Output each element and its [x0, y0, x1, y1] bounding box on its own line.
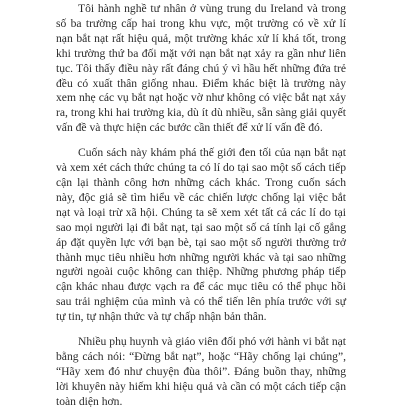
paragraph-3: Nhiều phụ huynh và giáo viên đối phó với hành vi bắt nạt bằng cách nói: “Đừng bắt nạt”, hoặc “Hãy chống lại chúng”, “Hãy xem đó như chuyện đùa thôi”. Đáng buồn thay, những lời khuyên này hiếm khi hiệu quả và cần có một cách tiếp cận toàn diện hơn.: [56, 335, 346, 408]
paragraph-2: Cuốn sách này khám phá thế giới đen tối của nạn bắt nạt và xem xét cách thức chúng ta có lí do tại sao một số cách tiếp cận lại thành công hơn những cách khác. Trong cuốn sách này, độc giả sẽ tìm hiểu về các chiến lược chống lại việc bắt nạt và loại trừ xã hội. Chúng ta sẽ xem xét tất cả các lí do tại sao mọi người lại đi bắt nạt, tại sao một số cá tính lại cố gắng áp đặt quyền lực với bạn bè, tại sao một số người thường trở thành mục tiêu nhiều hơn những người khác và tại sao những người ngoài cuộc không can thiệp. Những phương pháp tiếp cận khác nhau được vạch ra để các mục tiêu có thể phục hồi sau trải nghiệm của mình và có thể tiến lên phía trước với sự tự tin, tự nhận thức và tự chấp nhận bản thân.: [56, 146, 346, 324]
body-text: [56, 0, 346, 410]
paragraph-1: Tôi hành nghề tư nhân ở vùng trung du Ireland và trong số ba trường cấp hai trong khu vực, một trường có về xử lí nạn bắt nạt rất hiệu quả, một trường khác xử lí khá tốt, trong khi trường thứ ba đối mặt với nạn bắt nạt xảy ra gần như liên tục. Tôi thấy điều này rất đáng chú ý vì hầu hết những đứa trẻ đều có xuất thân giống nhau. Điểm khác biệt là trường này xem nhẹ các vụ bắt nạt hoặc vờ như không có việc bắt nạt xảy ra, trong khi hai trường kia, dù ít dù nhiều, sẵn sàng giải quyết vấn đề và thực hiện các bước cần thiết để xử lí vấn đề đó.: [56, 2, 346, 135]
